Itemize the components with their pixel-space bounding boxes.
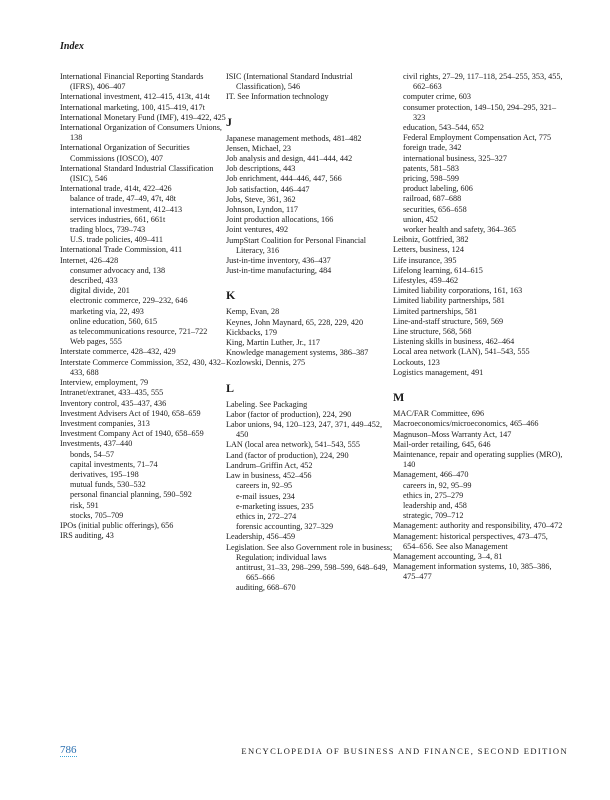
index-subentry: product labeling, 606	[403, 184, 473, 194]
index-entry: Local area network (LAN), 541–543, 555	[393, 347, 530, 357]
index-entry: Interstate commerce, 428–432, 429	[60, 347, 176, 357]
index-entry: Legislation. See also Government role in business; Regulation; individual laws	[226, 542, 393, 562]
section-header: Index	[60, 41, 84, 52]
index-entry: Letters, business, 124	[393, 245, 464, 255]
index-entry: Life insurance, 395	[393, 255, 457, 265]
index-entry: ISIC (International Standard Industrial Classification), 546	[226, 72, 353, 92]
index-entry: Labeling. See Packaging	[226, 399, 308, 409]
index-entry: Investment Company Act of 1940, 658–659	[60, 429, 204, 439]
index-entry: Leibniz, Gottfried, 382	[393, 235, 469, 245]
index-entry: Land (factor of production), 224, 290	[226, 450, 349, 460]
index-entry: Magnuson–Moss Warranty Act, 147	[393, 429, 512, 439]
index-entry: Jensen, Michael, 23	[226, 143, 292, 153]
index-entry: Joint production allocations, 166	[226, 215, 334, 225]
index-subentry: civil rights, 27–29, 117–118, 254–255, 353, 455, 662–663	[403, 72, 563, 92]
index-entry: Macroeconomics/microeconomics, 465–466	[393, 419, 539, 429]
index-entry: Law in business, 452–456	[226, 471, 312, 481]
index-subentry: e-marketing issues, 235	[236, 501, 314, 511]
index-subentry: railroad, 687–688	[403, 194, 462, 204]
index-subentry: careers in, 92–95	[236, 481, 293, 491]
index-letter-heading: L	[226, 380, 235, 395]
index-subentry: careers in, 92, 95–99	[403, 480, 472, 490]
index-subentry: leadership and, 458	[403, 500, 467, 510]
index-subentry: international investment, 412–413	[70, 204, 183, 214]
index-entry: JumpStart Coalition for Personal Financial Literacy, 316	[226, 235, 367, 255]
index-entry: International Trade Commission, 411	[60, 245, 183, 255]
index-subentry: forensic accounting, 327–329	[236, 522, 334, 532]
index-entry: Interview, employment, 79	[60, 378, 149, 388]
index-subentry: auditing, 668–670	[236, 583, 296, 593]
index-entry: Jobs, Steve, 361, 362	[226, 194, 296, 204]
index-subentry: mutual funds, 530–532	[70, 480, 146, 490]
index-entry: Landrum–Griffin Act, 452	[226, 460, 313, 470]
index-entry: Investment Advisers Act of 1940, 658–659	[60, 408, 201, 418]
index-entry: Interstate Commerce Commission, 352, 430, 432–433, 688	[60, 357, 226, 377]
index-entry: International Organization of Consumers Unions, 138	[60, 123, 222, 143]
index-entry: IT. See Information technology	[226, 92, 329, 102]
index-entry: International Standard Industrial Classification (ISIC), 546	[60, 163, 214, 184]
index-subentry: ethics in, 275–279	[403, 490, 464, 500]
index-subentry: capital investments, 71–74	[70, 459, 158, 469]
index-subentry: trading blocs, 739–743	[70, 225, 146, 235]
index-entry: Line structure, 568, 568	[393, 327, 472, 337]
index-subentry: foreign trade, 342	[403, 143, 462, 153]
index-entry: Job descriptions, 443	[226, 164, 296, 174]
index-entry: Investments, 437–440	[60, 439, 133, 449]
page-number[interactable]: 786	[60, 744, 77, 756]
index-entry: Management accounting, 3–4, 81	[393, 551, 503, 561]
index-subentry: worker health and safety, 364–365	[403, 225, 516, 235]
index-subentry: personal financial planning, 590–592	[70, 490, 192, 500]
index-letter-heading: M	[393, 390, 405, 405]
index-entry: Lifelong learning, 614–615	[393, 265, 483, 275]
index-entry: Line-and-staff structure, 569, 569	[393, 316, 504, 326]
index-entry: King, Martin Luther, Jr., 117	[226, 338, 320, 348]
index-subentry: U.S. trade policies, 409–411	[70, 235, 163, 245]
index-entry: Job satisfaction, 446–447	[226, 184, 310, 194]
index-entry: Labor (factor of production), 224, 290	[226, 409, 352, 419]
index-subentry: stocks, 705–709	[70, 510, 124, 520]
index-entry: Investment companies, 313	[60, 418, 150, 428]
index-subentry: computer crime, 603	[403, 92, 471, 102]
index-subentry: Federal Employment Compensation Act, 775	[403, 133, 552, 143]
index-entry: IPOs (initial public offerings), 656	[60, 520, 174, 530]
index-subentry: patents, 581–583	[403, 163, 459, 173]
index-entry: International Organization of Securities Commissions (IOSCO), 407	[60, 143, 190, 163]
index-entry: Lifestyles, 459–462	[393, 276, 459, 286]
index-entry: Kozlowski, Dennis, 275	[226, 358, 306, 368]
index-entry: Leadership, 456–459	[226, 532, 296, 542]
index-subentry: education, 543–544, 652	[403, 123, 484, 133]
index-entry: Just-in-time inventory, 436–437	[226, 256, 331, 266]
index-entry: Logistics management, 491	[393, 367, 484, 377]
index-entry: International investment, 412–415, 413t, 414t	[60, 92, 210, 102]
index-subentry: digital divide, 201	[70, 286, 130, 296]
index-subentry: as telecommunications resource, 721–722	[70, 327, 208, 337]
index-subentry: securities, 656–658	[403, 204, 467, 214]
index-subentry: derivatives, 195–198	[70, 469, 139, 479]
index-entry: Mail-order retailing, 645, 646	[393, 439, 491, 449]
index-entry: MAC/FAR Committee, 696	[393, 409, 485, 419]
index-entry: Labor unions, 94, 120–123, 247, 371, 449–452, 450	[226, 420, 383, 440]
index-entry: Listening skills in business, 462–464	[393, 337, 515, 347]
index-subentry: risk, 591	[70, 500, 99, 510]
index-subentry: antitrust, 31–33, 298–299, 598–599, 648–649, 665–666	[236, 562, 388, 583]
index-entry: LAN (local area network), 541–543, 555	[226, 440, 360, 450]
index-entry: Just-in-time manufacturing, 484	[226, 266, 332, 276]
index-column-1	[60, 72, 230, 541]
index-entry: International Monetary Fund (IMF), 419–422, 425	[60, 112, 226, 122]
index-entry: Limited partnerships, 581	[393, 306, 478, 316]
index-entry: International trade, 414t, 422–426	[60, 184, 172, 194]
index-entry: Management information systems, 10, 385–386, 475–477	[393, 562, 552, 582]
index-subentry: union, 452	[403, 214, 439, 224]
index-entry: Internet, 426–428	[60, 255, 119, 265]
index-entry: Japanese management methods, 481–482	[226, 133, 362, 143]
index-subentry: marketing via, 22, 493	[70, 306, 144, 316]
index-subentry: consumer advocacy and, 138	[70, 265, 166, 275]
index-entry: Joint ventures, 492	[226, 225, 289, 235]
index-subentry: consumer protection, 149–150, 294–295, 321–323	[403, 102, 557, 122]
index-entry: Keynes, John Maynard, 65, 228, 229, 420	[226, 317, 364, 327]
index-entry: Lockouts, 123	[393, 357, 440, 367]
index-entry: Intranet/extranet, 433–435, 555	[60, 388, 164, 398]
index-entry: Maintenance, repair and operating supplies (MRO), 140	[393, 449, 563, 470]
index-subentry: Web pages, 555	[70, 337, 122, 347]
index-subentry: online education, 560, 615	[70, 316, 158, 326]
index-entry: International Financial Reporting Standards (IFRS), 406–407	[60, 72, 204, 92]
index-letter-heading: J	[226, 114, 232, 129]
index-entry: Limited liability corporations, 161, 163	[393, 286, 523, 296]
index-entry: Johnson, Lyndon, 117	[226, 205, 299, 215]
index-subentry: electronic commerce, 229–232, 646	[70, 296, 188, 306]
index-subentry: balance of trade, 47–49, 47t, 48t	[70, 194, 176, 204]
index-entry: Management: historical perspectives, 473–475, 654–656. See also Management	[393, 531, 548, 551]
publication-title: ENCYCLOPEDIA OF BUSINESS AND FINANCE, SECOND EDITION	[241, 746, 568, 756]
index-entry: Inventory control, 435–437, 436	[60, 398, 167, 408]
index-entry: Management: authority and responsibility, 470–472	[393, 521, 563, 531]
index-entry: Kickbacks, 179	[226, 327, 277, 337]
index-entry: Limited liability partnerships, 581	[393, 296, 505, 306]
index-subentry: described, 433	[70, 276, 118, 286]
index-entry: IRS auditing, 43	[60, 531, 114, 541]
index-entry: Management, 466–470	[393, 470, 469, 480]
index-subentry: ethics in, 272–274	[236, 511, 297, 521]
index-entry: Job analysis and design, 441–444, 442	[226, 154, 353, 164]
index-entry: Kemp, Evan, 28	[226, 307, 280, 317]
index-subentry: pricing, 598–599	[403, 174, 459, 184]
index-entry: Knowledge management systems, 386–387	[226, 348, 369, 358]
index-entry: International marketing, 100, 415–419, 417t	[60, 102, 205, 112]
index-subentry: international business, 325–327	[403, 153, 507, 163]
index-entry: Job enrichment, 444–446, 447, 566	[226, 174, 342, 184]
index-column-2	[226, 72, 396, 594]
index-subentry: services industries, 661, 661t	[70, 214, 166, 224]
index-subentry: e-mail issues, 234	[236, 491, 295, 501]
index-subentry: strategic, 709–712	[403, 511, 464, 521]
index-subentry: bonds, 54–57	[70, 449, 115, 459]
index-letter-heading: K	[226, 288, 236, 303]
index-column-3	[393, 72, 565, 583]
